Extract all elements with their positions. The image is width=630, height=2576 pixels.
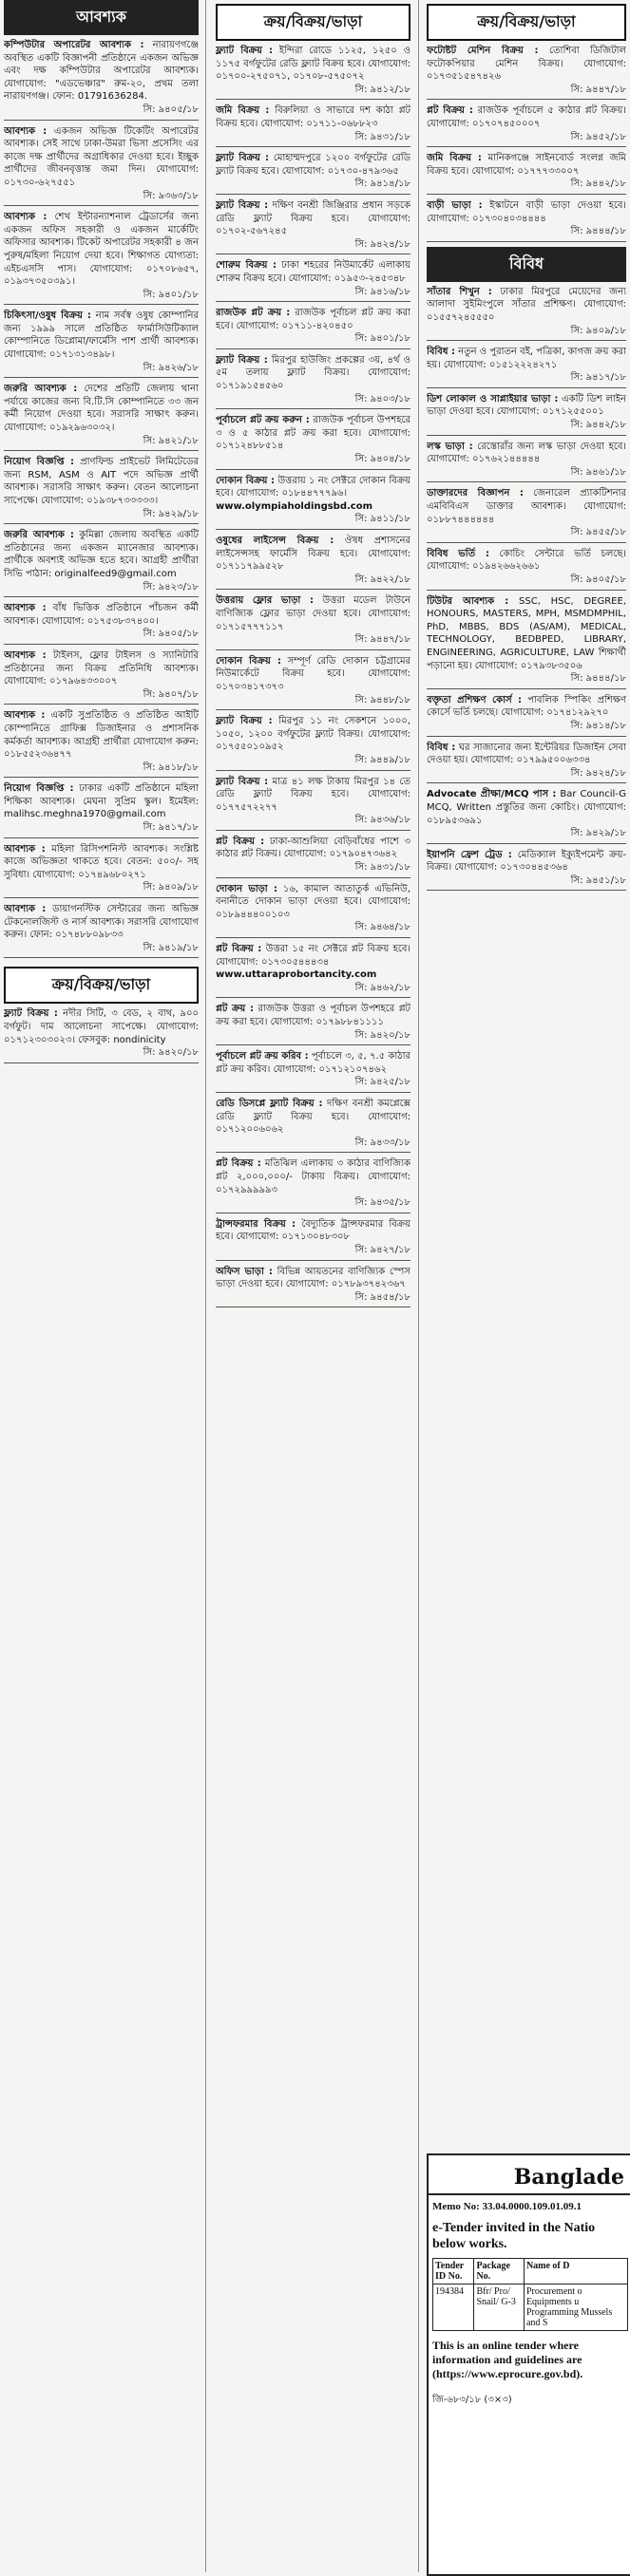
ad-reference: সি: ৯৪২০/১৮ <box>216 1029 410 1046</box>
ad-body: ঔষধ প্রশাসনের লাইসেন্সসহ ফার্মেসি বিক্রয় হবে। যোগাযোগ: ০১৭১১৭৯৯৫২৮ <box>216 536 410 573</box>
classified-ad <box>4 529 199 597</box>
classified-ad <box>216 776 410 831</box>
ad-reference: সি: ৯৪২৫/১৮ <box>216 1076 410 1093</box>
classified-ad <box>427 742 626 784</box>
ad-title: বিবিধ : <box>427 742 456 753</box>
ad-title: ফ্ল্যাট বিক্রয় : <box>216 776 269 787</box>
classified-ad <box>216 307 410 349</box>
ad-body: তোশিবা ডিজিটাল ফটোকপিয়ার মেশিন বিক্রয়। যোগাযোগ: ০১৭৩৫১৫৪৭৪২৬ <box>427 46 626 83</box>
classified-ad <box>216 104 410 147</box>
ad-title: প্লট বিক্রয় : <box>427 105 473 117</box>
ad-title: অফিস ভাড়া : <box>216 1266 273 1277</box>
classified-ad <box>216 199 410 254</box>
classified-list <box>216 45 410 1312</box>
classified-ad <box>216 715 410 770</box>
ad-url[interactable]: www.uttaraprobortancity.com <box>216 969 377 981</box>
ad-title: আবশ্যক : <box>4 843 46 855</box>
ad-body: কোচিং সেন্টারে ভর্তি চলছে। যোগাযোগ: ০১৯৪২৬৬২৬৬১ <box>427 548 626 573</box>
classified-ad <box>4 211 199 305</box>
ad-body: মহিলা রিসিপশনিস্ট আবশ্যক। সংশ্লিষ্ট কাজে অভিজ্ঞতা থাকতে হবে। বেতন: ৫০০/- সহ সুবিধা। যোগাযোগ: ০১৭৪৯৬৮০২৭১ <box>4 843 199 880</box>
classified-ad <box>427 199 626 242</box>
tender-table <box>432 2258 628 2331</box>
ad-reference: সি: ৯৪১৯/১৮ <box>4 942 199 959</box>
ad-body: মেডিক্যাল ইক্যুইপমেন্ট ক্রয়-বিক্রয়। যোগাযোগ: ০১৭৩০৪৪৫৩৬৪ <box>427 849 626 874</box>
ad-title: লস্ক ভাড়া : <box>427 441 473 452</box>
ad-title: জমি বিক্রয় : <box>216 105 270 117</box>
ad-reference: সি: ৯৪০৩/১৮ <box>216 393 410 410</box>
ad-reference: সি: ৯৪৬১/১৮ <box>427 466 626 483</box>
ad-title: ফ্ল্যাট বিক্রয় : <box>216 199 269 211</box>
ad-reference: সি: ৯৪২৭/১৮ <box>216 1244 410 1261</box>
ad-title: ডাক্তারদের বিজ্ঞাপন : <box>427 488 524 499</box>
classified-ad <box>4 310 199 378</box>
ad-body: রাজউক পূর্বাচল প্লট ক্রয় করা হবে। যোগাযোগ: ০১৭১১-৪২০৪৫০ <box>216 308 410 331</box>
classified-ad <box>4 843 199 898</box>
ad-reference: সি: ৯৪১৪/১৮ <box>216 178 410 195</box>
ad-reference: সি: ৯৪২১/১৮ <box>4 435 199 452</box>
notice-title: Banglade <box>429 2155 630 2195</box>
classified-list <box>4 1007 199 1067</box>
ad-reference: সি: ৯৩৬৩/১৮ <box>4 190 199 207</box>
ad-title: রেডি ডিসপ্লে ফ্ল্যাট বিক্রয় : <box>216 1098 323 1109</box>
ad-body: দক্ষিণ বনশ্রী কমপ্লেক্সে রেডি ফ্ল্যাট বিক্রয় হবে। যোগাযোগ: ০১৭১২০০৬০৬২ <box>216 1098 410 1136</box>
classified-ad <box>216 45 410 100</box>
ad-reference: সি: ৯৪২৯/১৮ <box>427 827 626 844</box>
ad-body: ১৬, কামাল আতাতুর্ক এভিনিউ, বনানীতে দোকান ভাড়া দেওয়া হবে। যোগাযোগ: ০১৮৯৪৪৪০০১০৩ <box>216 883 410 920</box>
ad-reference: সি: ৯৪৩৩/১৮ <box>216 1137 410 1154</box>
classified-ad <box>427 441 626 483</box>
ad-title: চিকিৎসা/ওষুধ বিক্রয় : <box>4 310 91 322</box>
ad-title: উত্তরায় ফ্লোর ভাড়া : <box>216 595 314 607</box>
classified-ad <box>216 1098 410 1153</box>
column-3 <box>427 0 626 2148</box>
classified-ad <box>216 836 410 878</box>
classified-ad <box>216 943 410 998</box>
ad-body: বিভিন্ন আয়তনের বাণিজ্যিক স্পেস ভাড়া দেওয়া হবে। যোগাযোগ: ০১৭৮৯৩৭৪২৩৬৭ <box>216 1266 410 1290</box>
ad-body: দক্ষিণ বনশ্রী জিঞ্জিরার প্রধান সড়কে রেডি ফ্ল্যাট বিক্রয় হবে। যোগাযোগ: ০১৭০২-৫৬৭২৪৫ <box>216 199 410 237</box>
ad-title: আবশ্যক : <box>4 904 47 915</box>
ad-title: দোকান বিক্রয় : <box>216 475 276 486</box>
ad-body: জেনারেল প্র্যাকটিশনার এমবিবিএস ডাক্তার আবশ্যক। যোগাযোগ: ০১৮৮৭৪৪৪৪৪৪ <box>427 488 626 525</box>
ad-reference: সি: ৯৪৪৭/১৮ <box>427 84 626 101</box>
classified-ad <box>4 782 199 837</box>
classified-ad <box>427 548 626 591</box>
ad-title: বিবিধ ভর্তি : <box>427 548 489 559</box>
ad-reference: সি: ৯৪১৭/১৮ <box>4 821 199 838</box>
column-divider <box>205 0 206 2572</box>
ad-reference: সি: ৯৪৪৮/১৮ <box>216 694 410 711</box>
ad-body: রেস্তোরাঁর জন্য লস্ক ভাড়া দেওয়া হবে। যোগাযোগ: ০১৭৬২১৪৪৪৪৪ <box>427 441 626 465</box>
ad-body: ডায়াগনস্টিক সেন্টারের জন্য অভিজ্ঞ টেকনোলজিস্ট ও নার্স আবশ্যক। সরাসরি যোগাযোগ করুন। ফোন: ০১৭৪৮৮০৯৮৩৩ <box>4 904 199 941</box>
ad-reference: সি: ৯৪৩৬/১৮ <box>216 814 410 831</box>
notice-ref: জি-৬৮৩/১৮ (৩×৩) <box>432 2395 512 2405</box>
ad-reference: সি: ৯৪৫১/১৮ <box>427 874 626 892</box>
ad-body: SSC, HSC, DEGREE, HONOURS, MASTERS, MPH, MSMDMPHIL, PhD, MBBS, BDS (AS/AM), MEDICAL, TECHNOLOGY, BEDBPED, LIBRARY, ENGINEERING, AGRICULTURE, LAW শিক্ষার্থী পড়ানো হয়। যোগাযোগ: ০১৭৯৩৮৩৫০৬ <box>427 595 626 671</box>
ad-body: ঘর সাজানোর জন্য ইন্টেরিয়র ডিজাইন সেবা দেওয়া হয়। যোগাযোগ: ০১৭৯৯৫০০৬৩৩৪ <box>427 742 626 766</box>
classified-list <box>427 45 626 247</box>
classified-ad <box>216 1157 410 1213</box>
ad-title: আবশ্যক : <box>4 649 47 661</box>
ad-title: সাঁতার শিখুন : <box>427 286 492 297</box>
ad-body: বিরুলিয়া ও সাভারে দশ কাঠা প্লট বিক্রয় হবে। যোগাযোগ: ০১৭১১-০৬৮৮২৩ <box>216 105 410 129</box>
ad-reference: সি: ৯৪০৯/১৮ <box>4 881 199 898</box>
table-header: Name of D <box>524 2259 627 2285</box>
ad-reference: সি: ৯৪২৪/১৮ <box>427 767 626 784</box>
ad-title: নিয়োগ বিজ্ঞপ্তি : <box>4 783 74 795</box>
ad-body: ঢাকা শহরের নিউমার্কেট এলাকায় শোরুম বিক্রয় হবে। যোগাযোগ: ০১৯৫৩-২৪৫৩৪৮ <box>216 260 410 284</box>
ad-body: উত্তরা ১৫ নং সেক্টরে প্লট বিক্রয় হবে। যোগাযোগ: ০১৭৩০৫৪৪৪৩৪ <box>216 944 410 968</box>
ad-title: আবশ্যক : <box>4 710 46 722</box>
ad-reference: সি: ৯৪২৯/১৮ <box>4 508 199 525</box>
ad-title: ডিশ লোকাল ও সাপ্লাইয়ার ভাড়া : <box>427 393 559 404</box>
ad-body: মতিঝিল এলাকায় ৩ কাঠার বাণিজ্যিক প্লট ২,০০০,০০০/- টাকায় বিক্রয়। যোগাযোগ: ০১৭২৯৯৯৯৯৩ <box>216 1158 410 1195</box>
ad-reference: সি: ৯৪১১/১৮ <box>216 513 410 530</box>
ad-body: ঢাকা-আশুলিয়া বেড়িবাঁধের পাশে ৩ কাঠার প্লট বিক্রয়। যোগাযোগ: ০১৭৯০৪৭৩৬৪২ <box>216 836 410 860</box>
ad-body: ঢাকার একটি প্রতিষ্ঠানে মহিলা শিক্ষিকা আবশ্যক। মেঘনা সুপ্রিম স্কুল। ইমেইল: malihsc.meghna1970@gmail.com <box>4 783 199 820</box>
ad-title: ফ্ল্যাট বিক্রয় : <box>4 1008 58 1020</box>
ad-reference: সি: ৯৪২৬/১৮ <box>4 362 199 379</box>
ad-body: শেখ ইন্টারন্যাশনাল ট্রেডার্সের জন্য একজন অফিস সহকারী ও একজন মার্কেটিং অফিসার আবশ্যক। টিকেট অপারেটর সহকারী ৪ জন পুরুষ/মহিলা নিয়োগ দেয়া হবে। শিক্ষাগত যোগ্যতা: এইচএসসি পাস। যোগাযোগ: ০১৭০৮৬৫৭, ০১৯৩৭৩৫০৩৯১। <box>4 212 199 288</box>
classified-ad <box>427 694 626 737</box>
classified-ad <box>427 393 626 436</box>
ad-body: টাইলস, ফ্লোর টাইলস ও স্যানিটারি প্রতিষ্ঠানের জন্য বিক্রয় প্রতিনিধি আবশ্যক। যোগাযোগ: ০১৭৯৬৪৩৩০০৭ <box>4 649 199 687</box>
ad-title: জরুরি আবশ্যক : <box>4 384 78 395</box>
ad-title: জমি বিক্রয় : <box>427 153 482 164</box>
ad-reference: সি: ৯৪৫২/১৮ <box>427 131 626 148</box>
classified-ad <box>4 1007 199 1062</box>
ad-body: নারায়ণগঞ্জে অবস্থিত একটি বিজ্ঞাপনী প্রতিষ্ঠানে একজন অভিজ্ঞ এবং দক্ষ কম্পিউটার অপারেটর আবশ্যক। যোগাযোগ: "এডভেঞ্চার" রুম-২০, প্রথম তলা নারায়ণগঞ্জ। ফোন: 01791636284. <box>4 40 199 103</box>
classified-ad <box>216 594 410 649</box>
ad-title: শোরুম বিক্রয় : <box>216 260 277 272</box>
classified-ad <box>4 383 199 451</box>
ad-body: রাজউক পূর্বাচল উপশহরে ৩ ও ৫ কাঠার প্লট ক্রয় করা হবে। যোগাযোগ: ০১৭১২৪৮৮৫১৪ <box>216 415 410 452</box>
ad-title: Advocate প্রীক্ষা/MCQ পাস : <box>427 789 557 800</box>
classified-list <box>4 39 199 963</box>
ad-body: পাবলিক স্পিকিং প্রশিক্ষণ কোর্সে ভর্তি চলছে। যোগাযোগ: ০১৭৪১২৯২৭০ <box>427 694 626 719</box>
classified-ad <box>4 709 199 778</box>
table-row <box>433 2285 628 2331</box>
classified-ad <box>216 414 410 469</box>
ad-body: নতুন ও পুরাতন বই, পত্রিকা, কাগজ ক্রয় করা হয়। যোগাযোগ: ০১৫১২২২৪২৭১ <box>427 347 626 370</box>
ad-body: নদীর সিটি, ৩ বেড, ২ বাথ, ৯০০ বর্গফুট। দাম আলোচনা সাপেক্ষে। যোগাযোগ: ০১৭১২৩০৩০২৩। ফেসবুক: nondinicity <box>4 1008 199 1045</box>
ad-title: ফ্ল্যাট বিক্রয় : <box>216 716 273 727</box>
ad-title: আবশ্যক : <box>4 212 48 223</box>
ad-title: ওষুধের লাইসেন্স বিক্রয় : <box>216 536 334 546</box>
ad-body: একটি ডিশ লাইন ভাড়া দেওয়া হবে। যোগাযোগ: ০১৭১২৫৫০০১ <box>427 393 626 418</box>
ad-reference: সি: ৯৪৫৪/১৮ <box>216 1291 410 1308</box>
memo-number: Memo No: 33.04.0000.109.01.09.1 <box>432 2201 582 2212</box>
ad-reference: সি: ৯৪০১/১৮ <box>4 289 199 306</box>
classified-ad <box>216 655 410 710</box>
classified-ad <box>427 45 626 100</box>
ad-url[interactable]: www.olympiaholdingsbd.com <box>216 500 373 512</box>
ad-title: দোকান ভাড়া : <box>216 883 277 894</box>
ad-title: প্লট বিক্রয় : <box>216 836 265 847</box>
ad-reference: সি: ৯৪৬৪/১৮ <box>216 921 410 938</box>
ad-title: দোকান বিক্রয় : <box>216 655 281 667</box>
ad-reference: সি: ৯৪১৮/১৮ <box>4 762 199 779</box>
ad-body: পূর্বাচলে ৩, ৫, ৭.৫ কাঠার প্লট ক্রয় করিব। যোগাযোগ: ০১৭১২১০৭৪৬২ <box>216 1051 410 1075</box>
ad-body: রাজউক উত্তরা ও পূর্বাচল উপশহরে প্লট ক্রয় করা হবে। যোগাযোগ: ০১৭৯৮৮৪১১১১ <box>216 1004 410 1027</box>
ad-reference: সি: ৯৪৪৪/১৮ <box>427 225 626 242</box>
ad-title: প্লট বিক্রয় : <box>216 944 262 955</box>
classified-ad <box>216 883 410 938</box>
ad-reference: সি: ৯৪৩৫/১৮ <box>216 1196 410 1213</box>
section-header-misc: বিবিধ <box>427 247 626 282</box>
ad-reference: সি: ৯৪১৭/১৮ <box>427 371 626 388</box>
ad-reference: সি: ৯৪৪৪/১৮ <box>427 672 626 689</box>
tender-notice <box>427 2153 630 2576</box>
column-divider <box>418 0 419 2572</box>
ad-body: Bar Council-G MCQ, Written প্রস্তুতির জন্য কোচিং। যোগাযোগ: ০১৮৯৫৩৬৯১ <box>427 789 626 826</box>
ad-reference: সি: ৯৪১৪/১৮ <box>427 720 626 737</box>
ad-title: বক্তৃতা প্রশিক্ষণ কোর্স : <box>427 694 523 705</box>
classified-ad <box>427 346 626 388</box>
table-cell: Procurement o Equipments u Programming Mussels and S <box>524 2285 627 2331</box>
ad-body: ইন্দিরা রোডে ১১২৫, ১২৫০ ও ১১৭৫ বর্গফুটের রেডি ফ্ল্যাট বিক্রয় হবে। যোগাযোগ: ০১৭০০-২৭৫০৭১, ০১৭০৮-৫৭৫০৭২ <box>216 46 410 83</box>
classified-ad <box>427 595 626 689</box>
ad-reference: সি: ৯৪০৫/১৮ <box>4 103 199 121</box>
ad-reference: সি: ৯৪৪২/১৮ <box>427 419 626 436</box>
ad-reference: সি: ৯৪২৪/১৮ <box>216 238 410 255</box>
ad-reference: সি: ৯৪১২/১৮ <box>216 84 410 101</box>
ad-title: জরুরি আবশ্যক : <box>4 530 74 541</box>
ad-reference: সি: ৯৪৪৯/১৮ <box>216 754 410 771</box>
table-header: Package No. <box>474 2259 524 2285</box>
ad-title: পূর্বাচলে প্লট ক্রয় করিব : <box>216 1051 309 1062</box>
ad-body: দেশের প্রতিটি জেলায় থানা পর্যায়ে কাজের জন্য বি.টি.সি কোম্পানিতে ৩৩ জন কর্মী নিয়োগ দেওয়া হবে। সরাসরি সাক্ষাৎ করুন। যোগাযোগ: ০১৯২৯৬৩০৩২। <box>4 384 199 434</box>
table-header: Tender ID No. <box>433 2259 474 2285</box>
ad-reference: সি: ৯৪৪২/১৮ <box>427 178 626 195</box>
ad-reference: সি: ৯৪২০/১৮ <box>4 1046 199 1063</box>
ad-body: বাঁধ ভিত্তিক প্রতিষ্ঠানে পাঁচজন কর্মী আবশ্যক। যোগাযোগ: ০১৭৫৩৮৩৭৪০০। <box>4 603 199 627</box>
section-header-buy-sell: ক্রয়/বিক্রয়/ভাড়া <box>4 967 199 1004</box>
classified-ad <box>4 602 199 645</box>
classified-list <box>427 286 626 896</box>
classified-ad <box>4 456 199 524</box>
ad-reference: সি: ৯৪৬২/১৮ <box>216 982 410 999</box>
classified-ad <box>427 104 626 147</box>
classified-ad <box>216 475 410 530</box>
notice-note: This is an online tender where information and guidelines are (https://www.eprocure.gov.bd). <box>432 2339 583 2380</box>
section-header-buy-sell: ক্রয়/বিক্রয়/ভাড়া <box>427 4 626 41</box>
ad-body: একটি সুপ্রতিষ্ঠিত ও প্রতিষ্ঠিত আইটি কোম্পানিতে গ্রাফিক্স ডিজাইনার ও প্রশাসনিক কর্মকর্তা আবশ্যক। আগ্রহী প্রার্থীরা যোগাযোগ করুন: ০১৮৫৫২৩৬৪৭৭ <box>4 710 199 761</box>
classified-ad <box>216 259 410 302</box>
classified-ad <box>216 1218 410 1261</box>
notice-headline: e-Tender invited in the Natio below works. <box>432 2221 596 2251</box>
column-1 <box>4 0 199 2572</box>
ad-title: প্লট ক্রয় : <box>216 1004 254 1015</box>
classified-ad <box>216 535 410 590</box>
ad-title: রাজউক প্লট ক্রয় : <box>216 308 291 319</box>
ad-body: উত্তরায় ১ নং সেক্টরে দোকান বিক্রয় হবে। যোগাযোগ: ০১৮৪৪৭৭৭৯৬। <box>216 475 410 499</box>
classified-ad <box>427 788 626 843</box>
classified-ad <box>4 125 199 207</box>
ad-title: টিউটর আবশ্যক : <box>427 595 509 607</box>
ad-title: ফ্ল্যাট বিক্রয় : <box>216 153 269 164</box>
ad-body: একজন অভিজ্ঞ টিকেটিং অপারেটর আবশ্যক। সেই সাথে ঢাকা-উমরা ভিসা প্রসেসিং এর কাজে দক্ষ প্রার্থীদের অগ্রাধিকার দেওয়া হবে। ইচ্ছুক প্রার্থীদের জীবনবৃত্তান্ত জমা দিন। যোগাযোগ: ০১৭৩০-৬২৭৫৫১ <box>4 125 199 188</box>
ad-title: ইয়াপনি ফ্রেশ ট্রেড : <box>427 849 512 860</box>
ad-body: উত্তরা মডেল টাউনে বাণিজ্যিক ফ্লোর ভাড়া দেওয়া হবে। যোগাযোগ: ০১৭১৫৭৭৭১১৭ <box>216 595 410 632</box>
classified-ad <box>216 1266 410 1308</box>
ad-reference: সি: ৯৪০৭/১৮ <box>4 688 199 705</box>
ad-reference: সি: ৯৪০১/১৮ <box>216 332 410 349</box>
ad-reference: সি: ৯৪৫৫/১৮ <box>427 526 626 543</box>
ad-title: কম্পিউটার অপারেটর আবশ্যক : <box>4 40 144 50</box>
ad-body: রাজউক পূর্বাচলে ৫ কাঠার প্লট বিক্রয়। যোগাযোগ: ০১৭০৭৪৫০০০৭ <box>427 105 626 129</box>
ad-title: প্লট বিক্রয় : <box>216 1158 261 1170</box>
ad-body: মোহাম্মদপুরে ১২০০ বর্গফুটের রেডি ফ্ল্যাট বিক্রয় হবে। যোগাযোগ: ০১৭৩০-৪৭৯৩৬৫ <box>216 153 410 177</box>
ad-body: মিরপুর ১১ নং সেকশনে ১০০০, ১০৫০, ১২০০ বর্গফুটের ফ্ল্যাট বিক্রয়। যোগাযোগ: ০১৭৫৫০১০৯৫২ <box>216 716 410 753</box>
classified-ad <box>216 1050 410 1093</box>
classified-ad <box>427 152 626 195</box>
ad-title: ফটোষ্টট মেশিন বিক্রয় : <box>427 46 539 56</box>
ad-title: ফ্ল্যাট বিক্রয় : <box>216 354 268 366</box>
classified-ad <box>216 152 410 195</box>
ad-body: নাম সর্বস্ব ওষুধ কোম্পানির জন্য ১৯৯৯ সালে প্রতিষ্ঠিত ফার্মাসিউটিক্যাল কোম্পানিতে ডিপ্লোমা/ফার্মেসি পাশ প্রার্থী আবশ্যক। যোগাযোগ: ০১৭১৩১৩৪৯৮। <box>4 310 199 361</box>
ad-reference: সি: ৯৪০৯/১৮ <box>427 325 626 342</box>
ad-title: ট্রান্সফরমার বিক্রয় : <box>216 1218 296 1230</box>
classified-ad <box>427 286 626 341</box>
ad-title: বাড়ী ভাড়া : <box>427 199 483 211</box>
ad-reference: সি: ৯৪২২/১৮ <box>216 573 410 591</box>
classified-ad <box>427 487 626 542</box>
ad-body: মানিকগঞ্জে সাইনবোর্ড সংলগ্ন জমি বিক্রয় হবে। যোগাযোগ: ০১৭৭৭৩৩০০৭ <box>427 153 626 177</box>
ad-title: পূর্বাচলে প্লট ক্রয় করুন : <box>216 415 310 426</box>
classified-ad <box>427 849 626 892</box>
ad-reference: সি: ৯৪০৫/১৮ <box>427 573 626 591</box>
ad-reference: সি: ৯৪৩১/১৮ <box>216 131 410 148</box>
ad-title: বিবিধ : <box>427 347 455 358</box>
ad-body: প্রাণফিল্ড প্রাইভেট লিমিটেডের জন্য RSM, ASM ও AIT পদে অভিজ্ঞ প্রার্থী আবশ্যক। সরাসরি সাক্ষাৎ করুন। বেতন আলোচনা সাপেক্ষে। যোগাযোগ: ০১৯৩৮৭৩৩৩৩৩। <box>4 457 199 506</box>
classified-ad <box>216 354 410 409</box>
ad-title: ফ্ল্যাট বিক্রয় : <box>216 46 274 56</box>
table-cell: Bfr/ Pro/ Snail/ G-3 <box>474 2285 524 2331</box>
ad-reference: সি: ৯৪৩১/১৮ <box>216 861 410 878</box>
classified-ad <box>4 903 199 958</box>
column-2 <box>216 0 410 2572</box>
ad-body: সম্পূর্ণ রেডি দোকান চট্টগ্রামের নিউমার্কেটে বিক্রয় হবে। যোগাযোগ: ০১৭০৩৪১৭৩৭৩ <box>216 655 410 692</box>
ad-reference: সি: ৯৪০৫/১৮ <box>4 628 199 645</box>
ad-title: নিয়োগ বিজ্ঞপ্তি : <box>4 457 75 468</box>
ad-body: ঢাকার মিরপুরে মেয়েদের জন্য আলাদা সুইমিংপুলে সাঁতার প্রশিক্ষণ। যোগাযোগ: ০১৫৫৭২৪৫৫৫০ <box>427 286 626 323</box>
ad-reference: সি: ৯৪০৪/১৮ <box>216 453 410 470</box>
ad-title: আবশ্যক : <box>4 125 48 137</box>
ad-body: বৈদ্যুতিক ট্রান্সফরমার বিক্রয় হবে। যোগাযোগ: ০১৭১৩০৪৮৩০৮ <box>216 1218 410 1243</box>
table-cell: 194384 <box>433 2285 474 2331</box>
classified-ad <box>216 1003 410 1045</box>
ad-reference: সি: ৯৪২৩/১৮ <box>4 581 199 598</box>
ad-reference: সি: ৯৪৪৭/১৮ <box>216 633 410 650</box>
ad-title: আবশ্যক : <box>4 603 47 614</box>
classified-ad <box>4 649 199 705</box>
ad-body: ইস্কাটনে বাড়ী ভাড়া দেওয়া হবে। যোগাযোগ: ০১৭৩০৪০৩৪৪৪৪ <box>427 199 626 224</box>
ad-reference: সি: ৯৪১৬/১৮ <box>216 286 410 303</box>
section-header-buy-sell: ক্রয়/বিক্রয়/ভাড়া <box>216 4 410 41</box>
classified-ad <box>4 39 199 121</box>
ad-body: কুমিল্লা জেলায় অবস্থিত একটি প্রতিষ্ঠানের জন্য একজন ম্যানেজার আবশ্যক। প্রার্থীকে অবশ্যই অভিজ্ঞ হতে হবে। আগ্রহী প্রার্থীরা সিভি পাঠান: originalfeed9@gmail.com <box>4 530 199 579</box>
ad-body: মিরপুর হাউজিং প্রকল্পের ৩য়, ৪র্থ ও ৫ম তলায় ফ্ল্যাট বিক্রয়। যোগাযোগ: ০১৭১৯১৫৪৫৬০ <box>216 354 410 392</box>
ad-body: মাত্র ৪১ লক্ষ টাকায় মিরপুর ১৪ তে রেডি ফ্ল্যাট বিক্রয় হবে। যোগাযোগ: ০১৭৭৫৭২২৭৭ <box>216 776 410 813</box>
section-header-wanted: আবশ্যক <box>4 0 199 35</box>
